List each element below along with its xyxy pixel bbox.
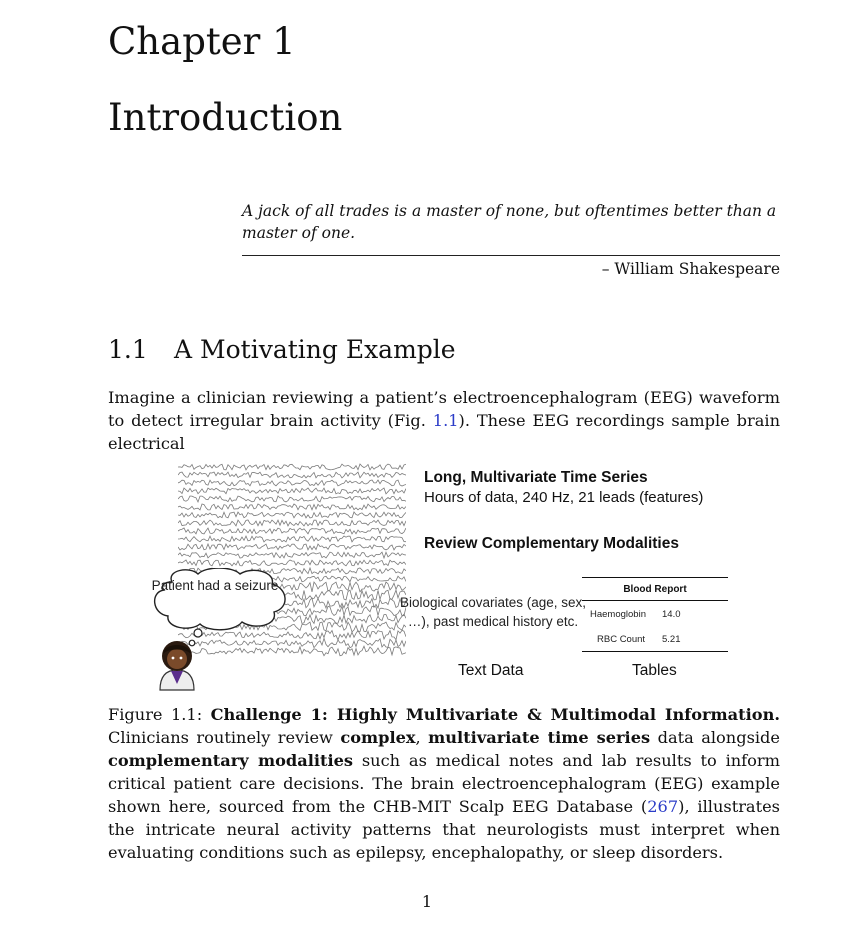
eeg-trace xyxy=(178,560,406,566)
thought-bubble-text: Patient had a seizure xyxy=(151,578,279,593)
table-row xyxy=(582,626,728,651)
page-number: 1 xyxy=(421,892,433,911)
caption-bold-title: Challenge 1: Highly Multivariate & Multimodal Information. xyxy=(210,705,780,724)
table-row xyxy=(582,601,728,626)
blood-row-label: Haemoglobin xyxy=(590,609,646,620)
eeg-trace xyxy=(178,646,406,656)
figure-caption xyxy=(108,703,780,864)
eeg-trace xyxy=(178,464,406,470)
eeg-trace xyxy=(178,504,406,510)
eeg-trace xyxy=(178,544,406,550)
figure-heading-time-series: Long, Multivariate Time Series xyxy=(424,469,648,486)
table-bottom-rule xyxy=(582,651,728,652)
eeg-trace xyxy=(178,520,406,526)
eeg-trace xyxy=(178,512,406,518)
covariates-text: Biological covariates (age, sex, …), past medical history etc. xyxy=(399,595,587,629)
caption-text: ), illustrates the intricate neural activity patterns that neurologists must interpret when evaluating conditions such as epilepsy, encephalopathy, or sleep disorders. xyxy=(108,797,780,862)
caption-bold: multivariate time series xyxy=(428,728,651,747)
caption-bold: complex xyxy=(340,728,416,747)
clinician-avatar-icon xyxy=(154,638,200,692)
eeg-trace xyxy=(178,496,406,502)
caption-text: such as medical notes and lab results to inform critical patient care decisions. The brain electroencephalogram (EEG) example shown here, sourced from the CHB-MIT Scalp EEG Database ( xyxy=(108,751,780,816)
caption-figure-label: Figure 1.1: xyxy=(108,705,203,724)
epigraph xyxy=(242,200,780,280)
blood-report-table xyxy=(582,577,728,652)
blood-row-label: RBC Count xyxy=(597,634,646,645)
eeg-trace xyxy=(178,638,406,647)
eeg-trace xyxy=(178,480,406,486)
caption-bold: complementary modalities xyxy=(108,751,354,770)
section-number: 1.1 xyxy=(108,335,148,364)
figure-ref-link[interactable]: 1.1 xyxy=(432,411,459,430)
text-data-label: Text Data xyxy=(458,662,524,679)
paragraph-text-end: ). These EEG recordings sample brain electrical xyxy=(108,411,780,453)
eeg-trace xyxy=(178,528,406,534)
epigraph-attribution: – William Shakespeare xyxy=(601,260,780,278)
epigraph-divider xyxy=(242,255,780,256)
blood-row-value: 5.21 xyxy=(662,634,681,645)
eeg-trace xyxy=(178,536,406,542)
eeg-trace xyxy=(178,472,406,478)
blood-row-value: 14.0 xyxy=(662,609,681,620)
epigraph-quote: A jack of all trades is a master of none, but oftentimes better than a master of one. xyxy=(242,202,777,242)
section-title: A Motivating Example xyxy=(174,335,456,364)
chapter-title: Introduction xyxy=(108,96,343,139)
caption-text: , xyxy=(415,728,429,747)
caption-text: Clinicians routinely review xyxy=(108,728,341,747)
eeg-trace xyxy=(178,488,406,494)
section-heading xyxy=(108,335,456,365)
intro-paragraph xyxy=(108,386,780,455)
blood-report-title: Blood Report xyxy=(623,584,687,595)
figure-heading-modalities: Review Complementary Modalities xyxy=(424,535,679,552)
chapter-label: Chapter 1 xyxy=(108,20,296,63)
figure-1-1 xyxy=(150,462,740,694)
eeg-trace xyxy=(178,552,406,558)
figure-subtext-time-series: Hours of data, 240 Hz, 21 leads (features) xyxy=(424,489,704,506)
paragraph-text: Imagine a clinician reviewing a patient’s electroencephalogram (EEG) waveform to detect irregular brain activity (Fig. xyxy=(108,388,780,430)
caption-text: data alongside xyxy=(650,728,780,747)
citation-link[interactable]: 267 xyxy=(647,797,679,816)
tables-label: Tables xyxy=(632,662,677,679)
